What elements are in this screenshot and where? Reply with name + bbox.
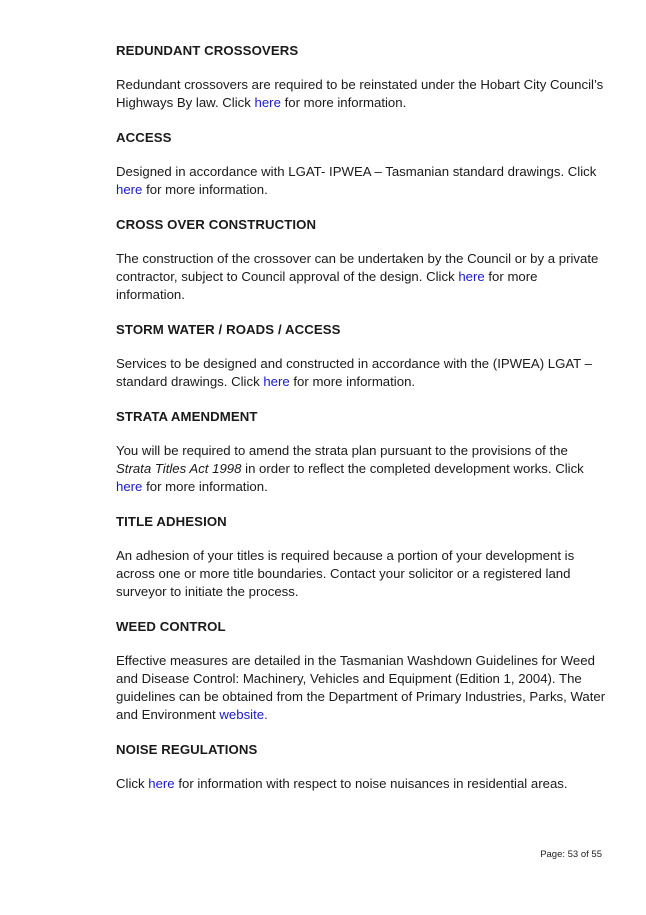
more-info-link[interactable]: here: [148, 776, 175, 791]
body-text: for more information.: [280, 95, 407, 110]
section-body: An adhesion of your titles is required because a portion of your development is across one or more title boundaries. Contact your solicitor or a registered land surveyor to initiate the process.: [116, 548, 575, 599]
section-weed-control: [116, 618, 606, 724]
more-info-link[interactable]: here: [458, 269, 485, 284]
section-redundant-crossovers: [116, 42, 606, 112]
body-text: Effective measures are detailed in the Tasmanian Washdown Guidelines for Weed and Disease Control: Machinery, Vehicles and Equipment (Edition 1, 2004). The guidelines can be obtained from the Department of Primary Industries, Parks, Water and Environment: [116, 653, 606, 722]
body-text: in order to reflect the completed development works. Click: [241, 461, 584, 476]
section-cross-over-construction: [116, 216, 606, 304]
body-text: for information with respect to noise nuisances in residential areas.: [174, 776, 568, 791]
body-text: Designed in accordance with LGAT- IPWEA – Tasmanian standard drawings. Click: [116, 164, 597, 179]
more-info-link[interactable]: here: [263, 374, 290, 389]
body-text: Services to be designed and constructed in accordance with the (IPWEA) LGAT – standard drawings. Click: [116, 356, 592, 389]
section-heading: STORM WATER / ROADS / ACCESS: [116, 322, 341, 337]
page-content: [116, 42, 606, 810]
section-heading: REDUNDANT CROSSOVERS: [116, 43, 299, 58]
section-body: [116, 442, 606, 496]
page-number: Page: 53 of 55: [540, 849, 602, 860]
section-title-adhesion: [116, 513, 606, 601]
section-heading: STRATA AMENDMENT: [116, 409, 258, 424]
more-info-link[interactable]: here: [116, 479, 143, 494]
more-info-link[interactable]: here: [116, 182, 143, 197]
section-body: [116, 652, 606, 724]
website-link[interactable]: website.: [219, 707, 268, 722]
section-body: [116, 76, 606, 112]
section-body: [116, 355, 606, 391]
section-heading: ACCESS: [116, 130, 172, 145]
body-text: You will be required to amend the strata plan pursuant to the provisions of the: [116, 443, 568, 458]
body-text: for more information.: [116, 269, 538, 302]
section-strata-amendment: [116, 408, 606, 496]
section-heading: CROSS OVER CONSTRUCTION: [116, 217, 317, 232]
section-body: [116, 163, 606, 199]
section-body: [116, 775, 606, 793]
section-storm-water: [116, 321, 606, 391]
section-heading: NOISE REGULATIONS: [116, 742, 258, 757]
body-text: for more information.: [142, 479, 268, 494]
body-text: Redundant crossovers are required to be reinstated under the Hobart City Council’s Highways By law. Click: [116, 77, 604, 110]
act-title: Strata Titles Act 1998: [116, 461, 242, 476]
section-body: [116, 250, 606, 304]
section-heading: TITLE ADHESION: [116, 514, 227, 529]
body-text: The construction of the crossover can be undertaken by the Council or by a private contractor, subject to Council approval of the design. Click: [116, 251, 599, 284]
body-text: for more information.: [142, 182, 268, 197]
body-text: for more information.: [289, 374, 416, 389]
body-text: Click: [116, 776, 149, 791]
more-info-link[interactable]: here: [254, 95, 281, 110]
section-access: [116, 129, 606, 199]
section-noise-regulations: [116, 741, 606, 793]
section-heading: WEED CONTROL: [116, 619, 226, 634]
